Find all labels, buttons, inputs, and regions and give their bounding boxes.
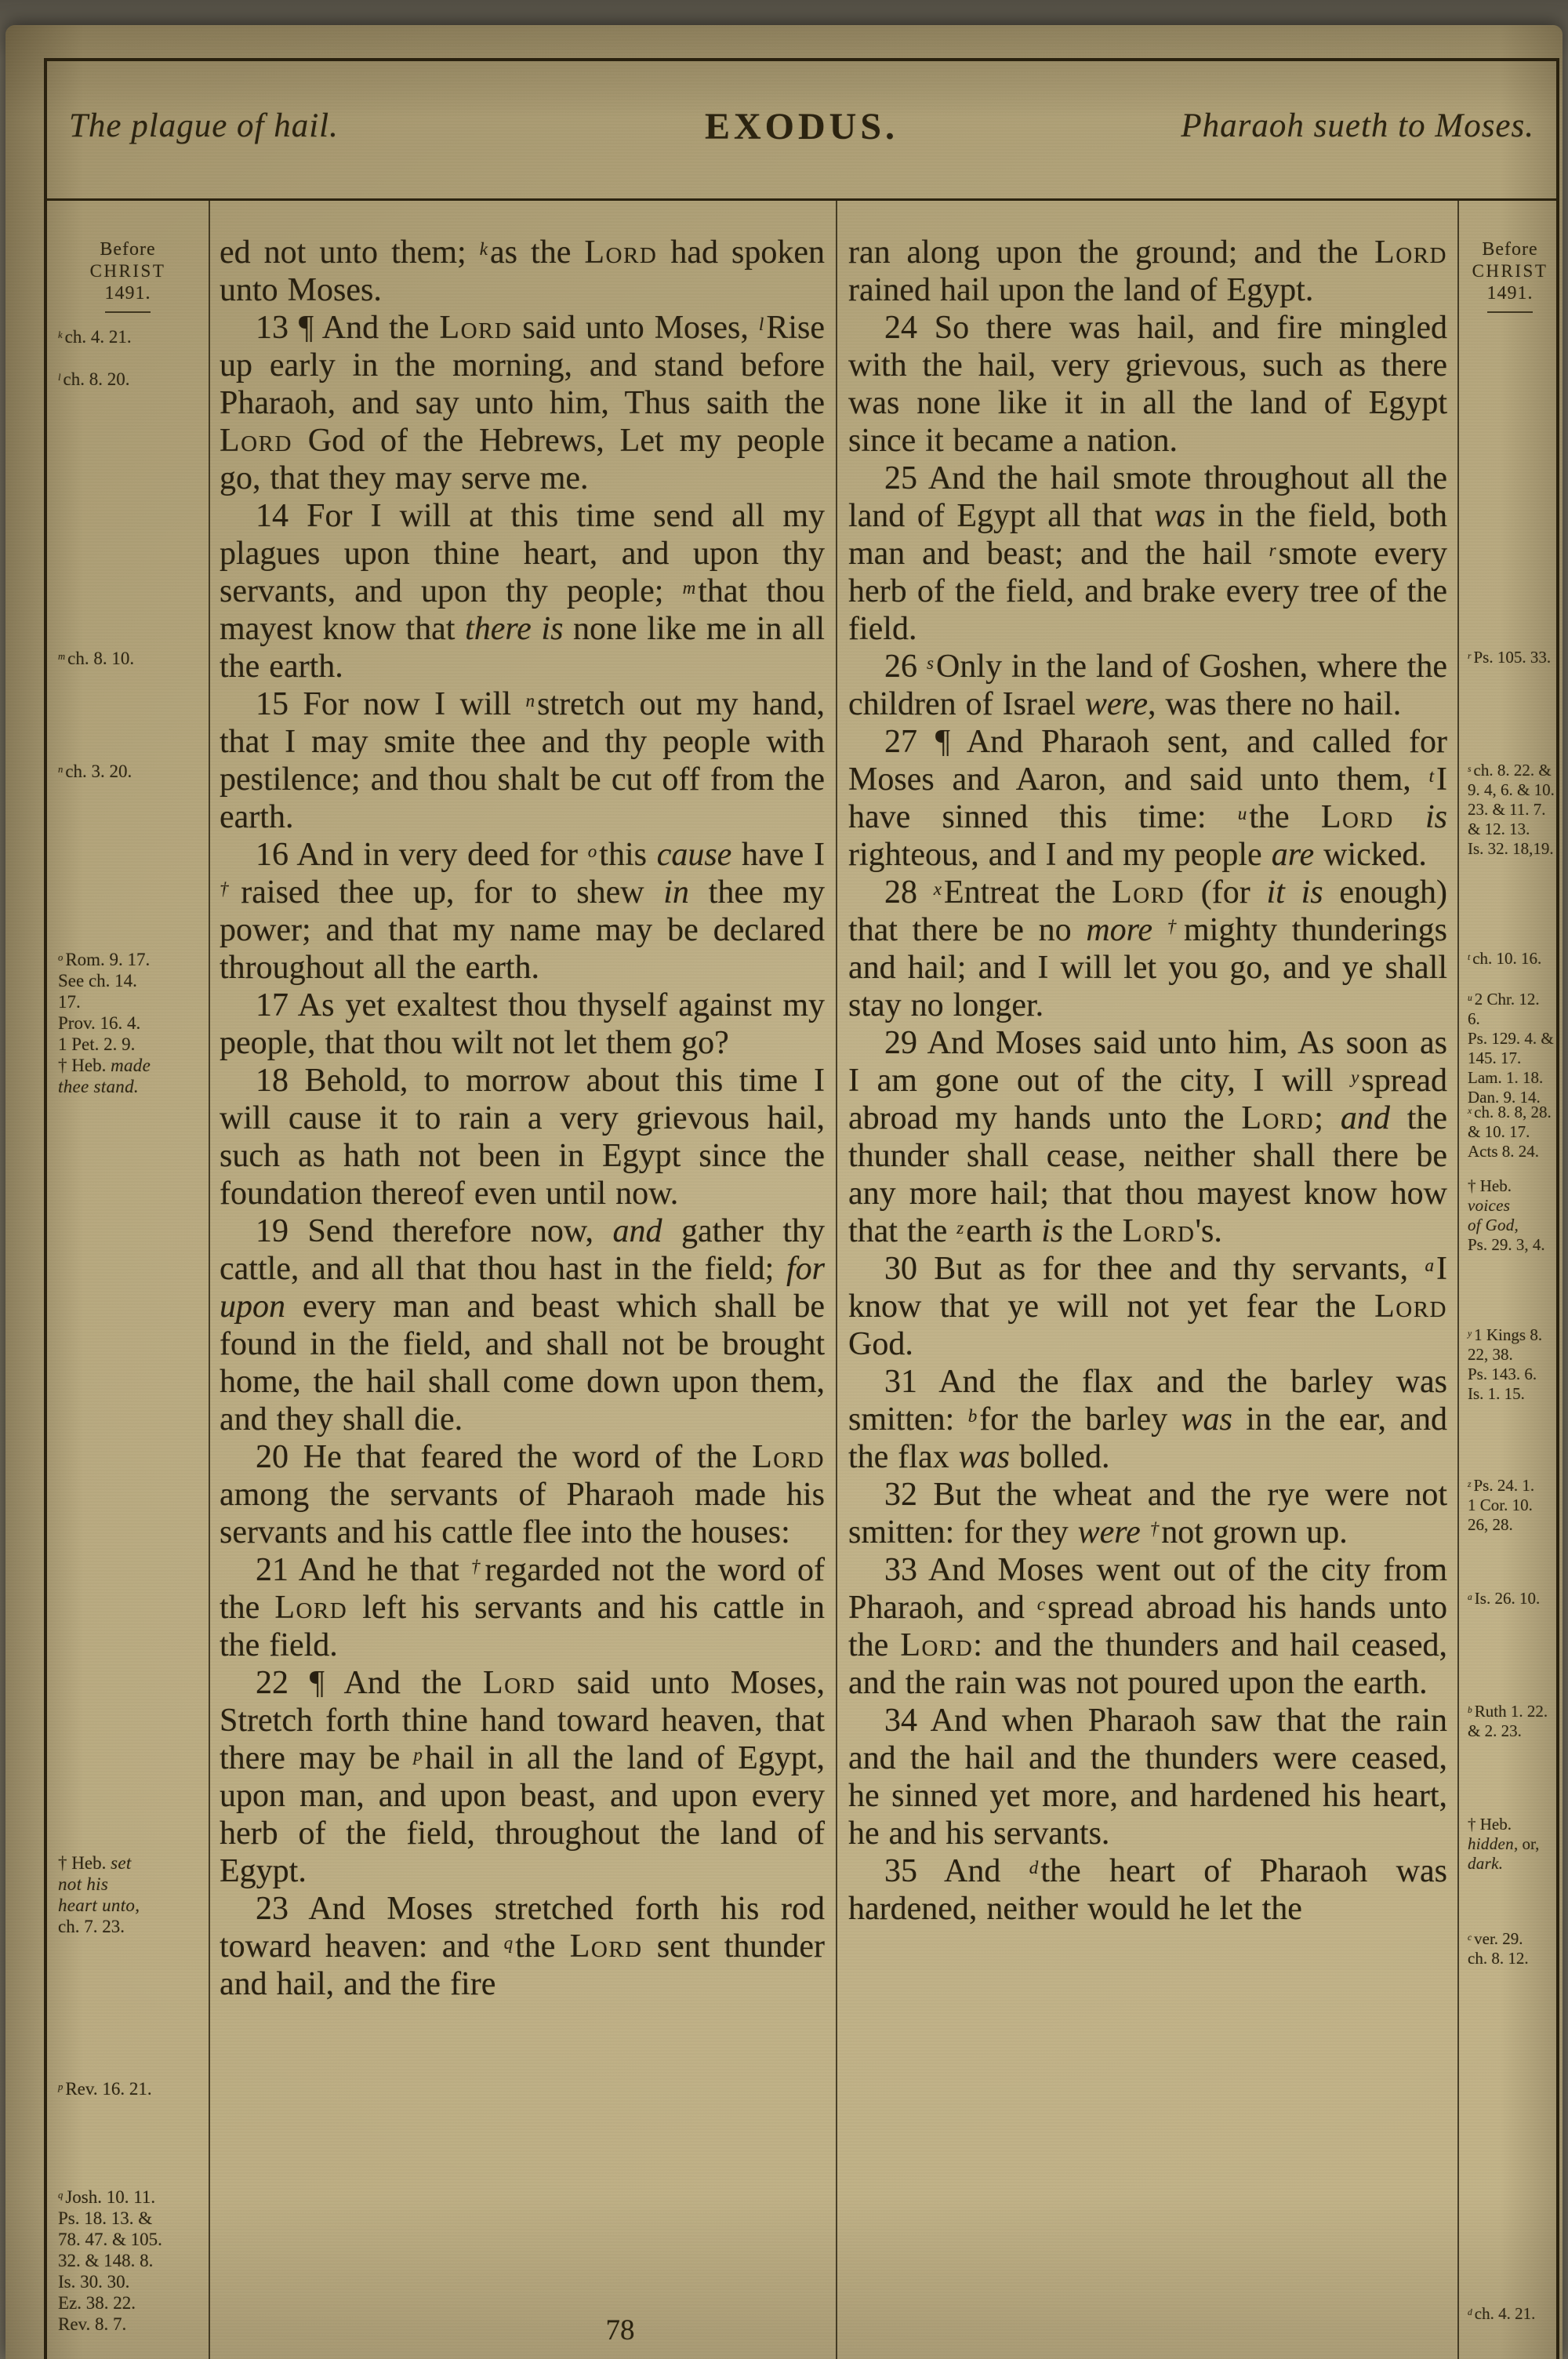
verse: 27 ¶ And Pharaoh sent, and called for Moses and Aaron, and said unto them, $^t$I have sinned this time: $^u$the Lord is righteous, and I and my people are wicked. — [848, 724, 1447, 873]
margin-note: $^a$ Is. 26. 10. — [1468, 1589, 1541, 1608]
margin-note: † Heb. hidden, or, dark. — [1468, 1815, 1540, 1873]
verse: ran along upon the ground; and the Lord rained hail upon the land of Egypt. — [848, 234, 1447, 308]
verse: 19 Send therefore now, and gather thy cattle, and all that thou hast in the field; for upon every man and beast which shall be found in the field, and shall not be brought home, the hail shall come down upon them, and they shall die. — [220, 1213, 826, 1438]
margin-note: $^l$ ch. 8. 20. — [58, 369, 130, 389]
verse: 20 He that feared the word of the Lord among the servants of Pharaoh made his servants and his cattle flee into the houses: — [220, 1439, 825, 1550]
verse: 15 For now I will $^n$stretch out my hand, that I may smite thee and thy people with pestilence; and thou shalt be cut off from the earth. — [220, 686, 825, 835]
before-christ-heading: Before CHRIST 1491. — [50, 238, 205, 313]
margin-note: $^y$ 1 Kings 8. 22, 38. Ps. 143. 6. Is. 1. 15. — [1468, 1325, 1543, 1403]
verse: 16 And in very deed for $^o$this cause have I †raised thee up, for to shew in thee my power; and that my name may be declared throughout all the earth. — [220, 837, 825, 986]
margin-note: $^q$ Josh. 10. 11. Ps. 18. 13. & 78. 47. & 105. 32. & 148. 8. Is. 30. 30. Ez. 38. 22. Rev. 8. 7. — [58, 2187, 162, 2334]
margin-note: $^x$ ch. 8. 8, 28. & 10. 17. Acts 8. 24. — [1468, 1103, 1552, 1161]
running-header — [69, 107, 1534, 152]
verse: 26 $^s$Only in the land of Goshen, where the children of Israel were, was there no hail. — [848, 649, 1448, 722]
margin-note: $^z$ Ps. 24. 1. 1 Cor. 10. 26, 28. — [1468, 1476, 1535, 1534]
left-margin-column — [50, 234, 205, 2359]
running-title-left: The plague of hail. — [69, 107, 339, 144]
margin-note: $^d$ ch. 4. 21. — [1468, 2304, 1536, 2323]
running-title-right: Pharaoh sueth to Moses. — [1181, 107, 1534, 144]
margin-note: $^b$ Ruth 1. 22. & 2. 23. — [1468, 1702, 1548, 1740]
column-rule-left — [209, 201, 210, 2359]
verse: 17 As yet exaltest thou thyself against my people, that thou wilt not let them go? — [220, 987, 825, 1061]
margin-note: $^n$ ch. 3. 20. — [58, 761, 132, 781]
era-rule — [1487, 311, 1533, 313]
right-margin-column — [1464, 234, 1556, 2359]
verse: 24 So there was hail, and fire mingled with the hail, very grievous, such as there was none like it in all the land of Egypt since it became a nation. — [848, 310, 1447, 459]
column-rule-right — [1457, 201, 1459, 2359]
page-number: 78 — [605, 2314, 635, 2346]
verse: 33 And Moses went out of the city from Pharaoh, and $^c$spread abroad his hands unto the Lord: and the thunders and hail ceased, and the rain was not poured upon the earth. — [848, 1552, 1448, 1701]
before-christ-heading: Before CHRIST 1491. — [1464, 238, 1556, 313]
margin-note: $^k$ ch. 4. 21. — [58, 327, 132, 347]
verse: 35 And $^d$the heart of Pharaoh was hardened, neither would he let the — [848, 1853, 1447, 1927]
verse: 30 But as for thee and thy servants, $^a$I know that ye will not yet fear the Lord God. — [848, 1251, 1447, 1362]
verse: ed not unto them; $^k$as the Lord had spoken unto Moses. — [220, 234, 825, 308]
verse: 23 And Moses stretched forth his rod toward heaven: and $^q$the Lord sent thunder and hail, and the fire — [220, 1891, 826, 2002]
left-text-column — [220, 234, 825, 2003]
margin-note: $^o$ Rom. 9. 17. See ch. 14. 17. Prov. 16. 4. 1 Pet. 2. 9. † Heb. made thee stand. — [58, 950, 151, 1096]
margin-note: $^r$ Ps. 105. 33. — [1468, 648, 1552, 667]
paper — [5, 25, 1563, 2359]
era-rule — [105, 311, 151, 313]
verse: 18 Behold, to morrow about this time I will cause it to rain a very grievous hail, such as hath not been in Egypt since the foundation thereof even until now. — [220, 1063, 825, 1212]
verse: 28 $^x$Entreat the Lord (for it is enough) that there be no more †mighty thunderings and hail; and I will let you go, and ye shall stay no longer. — [848, 874, 1448, 1023]
margin-note: † Heb. voices of God, Ps. 29. 3, 4. — [1468, 1176, 1545, 1254]
margin-note: $^s$ ch. 8. 22. & 9. 4, 6. & 10. 23. & 11. 7. & 12. 13. Is. 32. 18,19. — [1468, 761, 1555, 858]
margin-note: $^t$ ch. 10. 16. — [1468, 949, 1542, 968]
verse: 31 And the flax and the barley was smitten: $^b$for the barley was in the ear, and the flax was bolled. — [848, 1364, 1447, 1475]
verse: 21 And he that †regarded not the word of the Lord left his servants and his cattle in the field. — [220, 1552, 826, 1663]
margin-note: $^c$ ver. 29. ch. 8. 12. — [1468, 1929, 1529, 1968]
page-border-frame — [44, 58, 1559, 2359]
margin-note: $^u$ 2 Chr. 12. 6. Ps. 129. 4. & 145. 17. Lam. 1. 18. Dan. 9. 14. — [1468, 990, 1554, 1107]
verse: 32 But the wheat and the rye were not smitten: for they were †not grown up. — [848, 1477, 1447, 1550]
verse: 29 And Moses said unto him, As soon as I am gone out of the city, I will $^y$spread abroad my hands unto the Lord; and the thunder shall cease, neither shall there be any more hail; that thou mayest know how that the $^z$earth is the Lord's. — [848, 1025, 1448, 1249]
verse: 22 ¶ And the Lord said unto Moses, Stretch forth thine hand toward heaven, that there may be $^p$hail in all the land of Egypt, upon man, and upon beast, and upon every herb of the field, throughout the land of Egypt. — [220, 1665, 826, 1889]
verse: 13 ¶ And the Lord said unto Moses, $^l$Rise up early in the morning, and stand before Pharaoh, and say unto him, Thus saith the Lord God of the Hebrews, Let my people go, that they may serve me. — [220, 310, 825, 496]
margin-note: † Heb. set not his heart unto, ch. 7. 23. — [58, 1853, 140, 1936]
margin-note: $^p$ Rev. 16. 21. — [58, 2079, 152, 2099]
header-rule — [47, 198, 1556, 201]
book-title: EXODUS. — [704, 106, 899, 147]
verse: 34 And when Pharaoh saw that the rain and the hail and the thunders were ceased, he sinned yet more, and hardened his heart, he and his servants. — [848, 1703, 1447, 1852]
verse: 25 And the hail smote throughout all the land of Egypt all that was in the field, both man and beast; and the hail $^r$smote every herb of the field, and brake every tree of the field. — [848, 460, 1447, 647]
verse: 14 For I will at this time send all my plagues upon thine heart, and upon thy servants, and upon thy people; $^m$that thou mayest know that there is none like me in all the earth. — [220, 498, 825, 685]
margin-note: $^m$ ch. 8. 10. — [58, 649, 135, 668]
right-text-column — [848, 234, 1447, 1928]
column-rule-center — [836, 201, 837, 2359]
